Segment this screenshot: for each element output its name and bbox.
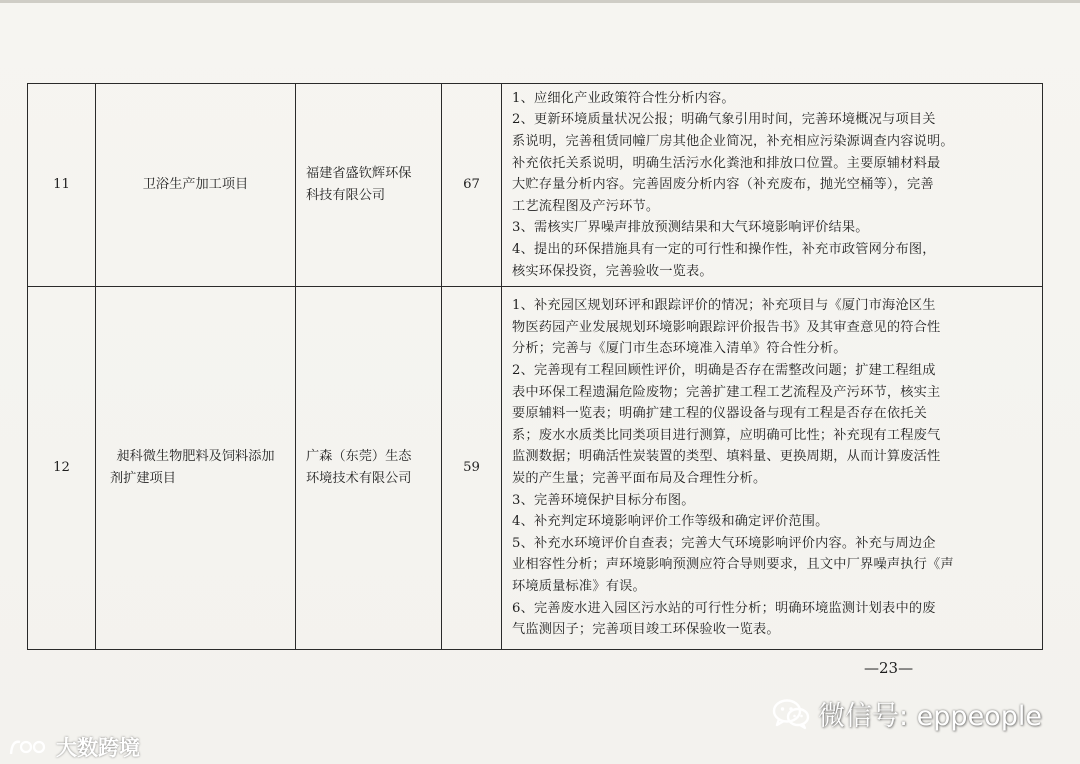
unit-line: 福建省盛钦辉环保 [306,166,412,182]
page-top-border [0,0,1080,3]
wechat-watermark [772,694,1042,733]
comment-line: 核实环保投资，完善验收一览表。 [512,263,713,279]
comment-line: 5、补充水环境评价自查表；完善大气环境影响评价内容。补充与周边企 [512,535,936,551]
assessment-unit [296,287,442,650]
score: 67 [442,84,502,287]
review-comments [502,287,1043,650]
comment-line: 2、更新环境质量状况公报；明确气象引用时间，完善环境概况与项目关 [512,112,936,128]
project-name-line: 昶科微生物肥料及饲料添加 [116,449,275,465]
page-number: —23— [864,659,914,677]
site-logo-watermark [8,732,140,762]
unit-line: 环境技术有限公司 [306,471,412,486]
comment-line: 工艺流程图及产污环节。 [512,198,660,214]
logo-icon [8,736,52,758]
project-name-line: 剂扩建项目 [110,471,176,486]
comment-line: 物医药园产业发展规划环境影响跟踪评价报告书》及其审查意见的符合性 [512,319,941,335]
unit-line: 科技有限公司 [306,188,386,203]
wechat-icon [772,698,810,730]
comment-line: 补充依托关系说明，明确生活污水化粪池和排放口位置。主要原辅材料最 [512,155,941,171]
comment-line: 监测数据；明确活性炭装置的类型、填料量、更换周期，从而计算废活性 [512,449,941,465]
wechat-id-text: 微信号: eppeople [818,701,1042,732]
table-row [28,287,1043,650]
comment-line: 系；废水水质类比同类项目进行测算，应明确可比性；补充现有工程废气 [512,427,941,443]
comment-line: 2、完善现有工程回顾性评价，明确是否存在需整改问题；扩建工程组成 [512,363,936,379]
comment-line: 4、补充判定环境影响评价工作等级和确定评价范围。 [512,514,829,530]
unit-line: 广森（东莞）生态 [306,449,412,465]
comment-line: 表中环保工程遗漏危险废物；完善扩建工程工艺流程及产污环节，核实主 [512,384,941,400]
comment-line: 要原辅料一览表；明确扩建工程的仪器设备与现有工程是否存在依托关 [512,406,928,422]
comment-line: 环境质量标准》有误。 [512,578,646,594]
table-row [28,84,1043,287]
review-comments [502,84,1043,287]
row-number: 11 [28,84,96,287]
comment-line: 分析；完善与《厦门市生态环境准入清单》符合性分析。 [512,341,847,357]
comment-line: 1、应细化产业政策符合性分析内容。 [512,90,735,106]
comment-line: 3、完善环境保护目标分布图。 [512,492,695,508]
assessment-unit [296,84,442,287]
comment-line: 4、提出的环保措施具有一定的可行性和操作性，补充市政管网分布图， [512,241,936,257]
project-name: 卫浴生产加工项目 [96,84,296,287]
comment-line: 炭的产生量；完善平面布局及合理性分析。 [512,471,767,486]
score: 59 [442,287,502,650]
project-name [96,287,296,650]
comment-line: 气监测因子；完善项目竣工环保验收一览表。 [512,622,780,638]
review-table [27,83,1043,650]
comment-line: 6、完善废水进入园区污水站的可行性分析；明确环境监测计划表中的废 [512,600,936,616]
comment-line: 系说明，完善租赁同幢厂房其他企业简况，补充相应污染源调查内容说明。 [512,134,954,150]
comment-line: 1、补充园区规划环评和跟踪评价的情况；补充项目与《厦门市海沧区生 [512,298,936,314]
comment-line: 大贮存量分析内容。完善固废分析内容（补充废布，抛光空桶等），完善 [512,177,934,193]
row-number: 12 [28,287,96,650]
comment-line: 业相容性分析；声环境影响预测应符合导则要求，且文中厂界噪声执行《声 [512,557,954,573]
comment-line: 3、需核实厂界噪声排放预测结果和大气环境影响评价结果。 [512,220,869,236]
logo-text: 大数跨境 [56,736,140,760]
